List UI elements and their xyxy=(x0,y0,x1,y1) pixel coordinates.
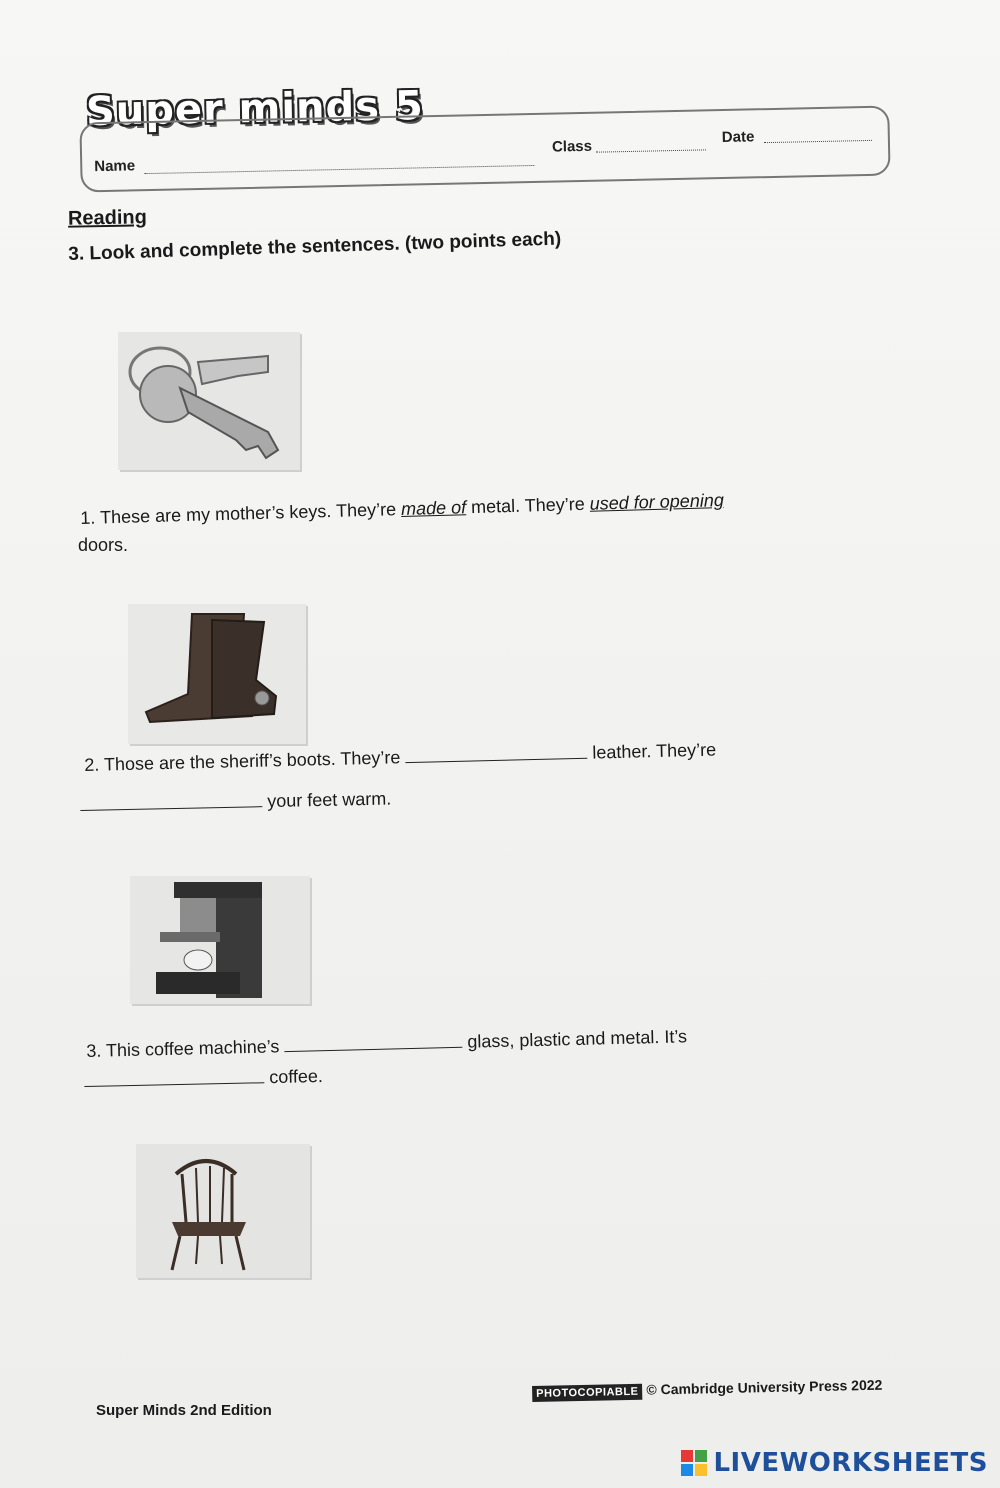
keys-image xyxy=(118,332,300,470)
chair-image xyxy=(136,1144,310,1278)
answer-made-of: made of xyxy=(400,497,467,520)
keys-icon xyxy=(118,332,300,470)
answer-blank-2a[interactable] xyxy=(405,740,587,763)
boots-image xyxy=(128,604,306,744)
coffee-machine-image xyxy=(130,876,310,1004)
answer-blank-2b[interactable] xyxy=(80,788,262,811)
boot-icon xyxy=(128,604,306,744)
date-field[interactable] xyxy=(764,140,872,143)
copyright-footer: PHOTOCOPIABLE © Cambridge University Press 2022 xyxy=(532,1377,883,1402)
answer-used-for-opening: used for opening xyxy=(589,490,725,514)
edition-footer: Super Minds 2nd Edition xyxy=(96,1402,272,1419)
sentence-3-line-1: 3. This coffee machine’s glass, plastic and metal. It’s xyxy=(86,1026,688,1061)
liveworksheets-logo: LIVEWORKSHEETS xyxy=(681,1448,988,1478)
class-field[interactable] xyxy=(596,149,706,152)
section-title: Reading xyxy=(67,206,148,230)
answer-blank-3b[interactable] xyxy=(84,1064,264,1087)
liveworksheets-icon xyxy=(681,1450,707,1476)
sentence-2-line-2: your feet warm. xyxy=(80,785,392,818)
sentence-1-line-2: doors. xyxy=(78,535,129,555)
class-label: Class xyxy=(551,137,593,156)
exercise-instruction: 3. Look and complete the sentences. (two points each) xyxy=(68,228,562,265)
date-label: Date xyxy=(721,128,755,147)
answer-blank-3a[interactable] xyxy=(284,1029,462,1052)
name-label: Name xyxy=(94,157,136,176)
sentence-1-line-1: 1. These are my mother’s keys. They’re made of metal. They’re used for opening xyxy=(80,490,725,528)
sentence-3-line-2: coffee. xyxy=(84,1063,323,1094)
coffee-machine-icon xyxy=(130,876,310,1004)
sentence-2-line-1: 2. Those are the sheriff’s boots. They’re leather. They’re xyxy=(84,739,717,775)
photocopiable-badge: PHOTOCOPIABLE xyxy=(532,1384,643,1402)
chair-icon xyxy=(136,1144,310,1278)
name-field[interactable] xyxy=(144,165,534,174)
bleed-through-text xyxy=(560,190,565,210)
super-minds-logo: Super minds 5 xyxy=(85,83,425,135)
